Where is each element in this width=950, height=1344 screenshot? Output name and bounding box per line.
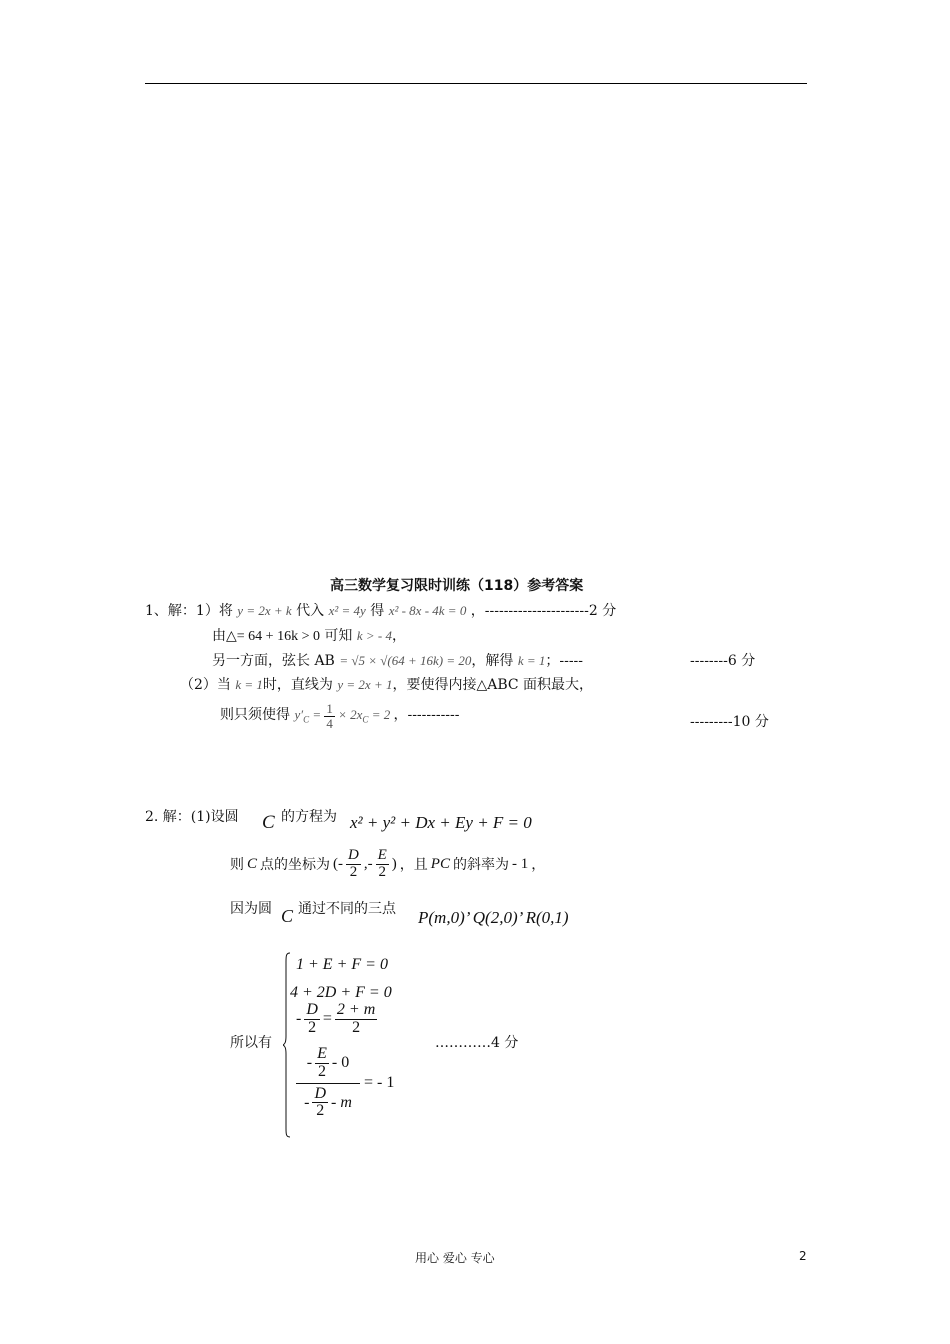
q1-eq10-times: × 2x [338,707,363,723]
q2-coord: 点的坐标为 [260,857,331,874]
header-rule [145,83,807,84]
q2-sys3-lhs [304,1002,320,1037]
q2-comma-minus: ,- [363,855,373,872]
q1-get: 得 [370,603,385,619]
q2-sys4-top [296,1046,360,1083]
q2-pc-label: ，且 [399,857,428,874]
q2-comma: ， [531,857,546,874]
q2-sys3-lhs-num: D [306,1001,318,1018]
q1-eq10-rhs: = 2 [371,707,391,723]
q2-sys-eq3 [296,1002,377,1037]
q1-score3b: ---------10 分 [690,714,769,730]
q1-eq10-sub2: C [362,714,369,725]
q1-eq10 [294,701,393,731]
q2-PC: PC [430,855,450,872]
q2-frac-D [346,848,361,881]
q2-frac-D-num: D [348,847,359,863]
system-brace [283,952,291,1138]
q2-paren-open: (- [333,855,344,872]
q1-eq10-y: y′ [294,707,304,723]
q1-eq8: k = 1 [235,677,263,692]
q2-sys4-bottom [296,1083,360,1121]
q2-label: 2. 解：(1)设圆 [145,809,239,825]
q2-sys-eq2: 4 + 2D + F = 0 [290,984,392,1001]
page-number: 2 [799,1249,807,1263]
q2-sys4-bottom-den: 2 [312,1102,328,1120]
q1-eq2: x² = 4y [328,603,366,618]
q1-know: 可知 [324,628,353,644]
q2-circle-equation: x² + y² + Dx + Ey + F = 0 [350,813,532,832]
q2-sys4-rhs: = - 1 [364,1074,395,1092]
q2-line2 [230,848,545,881]
q1-sub-into: 代入 [296,603,325,619]
q1-only: 则只须使得 [220,707,290,724]
q2-sys4-top-den: 2 [315,1063,329,1081]
q1-eq10-eq: = [312,707,322,723]
q1-solve: ，解得 [471,653,514,669]
footer-text: 用心 爱心 专心 [415,1251,495,1265]
q2-frac-D-den: 2 [346,864,361,881]
q1-other: 另一方面，弦长 AB [212,653,335,669]
q2-sys3-eq: = [322,1010,332,1028]
q1-label: 1、解： [145,603,196,619]
q2-sys4-bottom-tail: - m [331,1093,352,1111]
q2-sys3-minus: - [296,1010,302,1028]
q1-line3 [212,650,583,670]
q1-eq5: k > - 4 [356,628,392,643]
q1-eq1: y = 2x + k [237,603,292,618]
q2-frac-E-num: E [377,847,387,863]
q2-sys4-fraction [296,1046,360,1120]
q1-eq7: k = 1 [517,653,546,668]
q2-so: 所以有 [230,1035,272,1051]
q2-sys4-bottom-num: D [314,1084,326,1102]
q1-comma: ， [392,628,406,644]
q2-sys4-bottom-minus: - [304,1093,310,1111]
q2-minus1: - 1 [511,855,529,872]
q1-make: ，要使得内接△ABC 面积最大， [392,677,594,693]
q1-eq10-num: 1 [326,701,333,716]
q1-line5 [220,702,460,730]
q2-sys3-rhs [335,1002,377,1037]
q1-eq10-sub: C [303,714,310,725]
q2-sys3-rhs-num: 2 + m [336,1001,376,1018]
q1-line-label: 时，直线为 [262,677,333,693]
q1-by: 由△ [212,628,237,644]
q2-frac-E [376,848,389,881]
q1-eq6: = √5 × √(64 + 16k) = 20 [339,653,472,668]
q2-sys4-top-frac [315,1046,329,1081]
q2-pass: 通过不同的三点 [298,901,396,917]
q1-eq4: = 64 + 16k > 0 [236,629,320,644]
q1-line2 [212,625,406,645]
q1-score2a: ；----- [545,653,584,669]
q2-slope: 的斜率为 [452,857,509,874]
q2-points: P(m,0)’ Q(2,0)’ R(0,1) [418,908,569,927]
q1-score3a: ，----------- [393,707,460,724]
q1-score1: ，----------------------2 分 [470,603,617,619]
q2-because: 因为圆 [230,901,272,917]
q2-frac-E-den: 2 [376,864,389,881]
q2-line1 [145,806,239,826]
q1-eq3: x² - 8x - 4k = 0 [388,603,467,618]
q2-score: …………4 分 [435,1035,519,1051]
q2-then: 则 [230,857,244,874]
q1-line1 [145,600,616,620]
q2-sys3-rhs-den: 2 [335,1019,377,1037]
q2-sys-eq1: 1 + E + F = 0 [296,956,388,973]
q2-eq-label: 的方程为 [281,809,337,825]
q2-paren-close: ) [391,855,397,872]
q2-sys4-top-num: E [317,1045,327,1062]
q1-part1: 1）将 [195,603,233,619]
q2-sys4-bottom-frac [312,1086,328,1121]
q2-sys3-lhs-den: 2 [304,1019,320,1037]
q1-eq9: y = 2x + 1 [337,677,393,692]
q2-C2: C [247,855,258,872]
page-title: 高三数学复习限时训练（118）参考答案 [330,578,584,594]
q2-sys4-top-minus: - [306,1054,313,1072]
q2-C3: C [281,906,294,926]
q1-line4 [180,674,593,694]
q1-part2: （2）当 [180,677,231,693]
q1-eq10-fraction [324,702,335,730]
q2-circle-C: C [262,812,275,833]
q1-score2b: --------6 分 [690,653,756,669]
q1-eq10-den: 4 [326,715,333,731]
q2-sys4-top-tail: - 0 [331,1054,350,1072]
q2-sys-eq4 [296,1046,394,1120]
